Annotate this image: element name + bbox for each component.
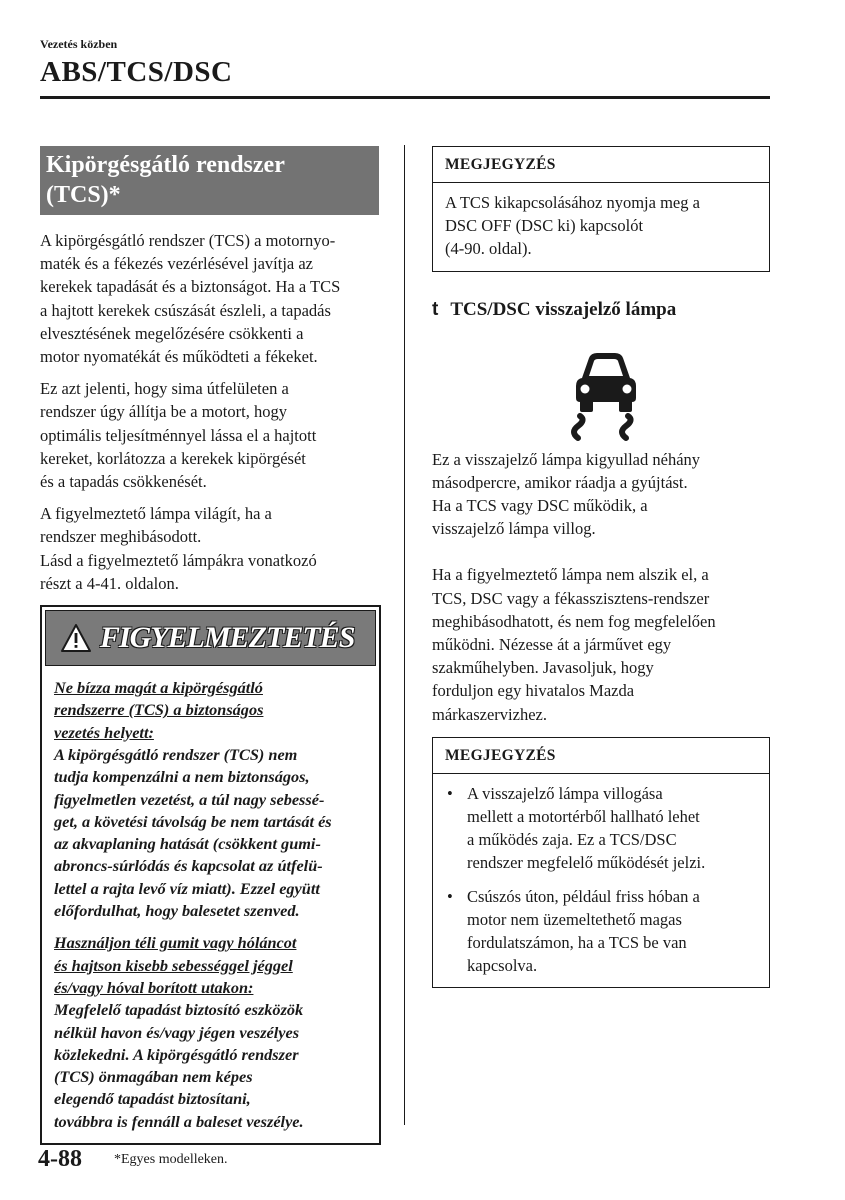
text-line: mellett a motortérből hallható lehet — [467, 807, 700, 827]
indicator-heading — [432, 298, 770, 322]
text-line: Ez a visszajelző lámpa kigyullad néhány — [432, 449, 701, 469]
text-line: kereket, korlátozza a kerekek kipörgését — [40, 448, 306, 468]
text-line: motor nem üzemeltethető magas — [467, 909, 682, 929]
text-line: A kipörgésgátló rendszer (TCS) nem — [54, 744, 298, 764]
note-body — [433, 774, 769, 988]
column-divider — [404, 145, 405, 1125]
text-line: Ha a figyelmeztető lámpa nem alszik el, a — [432, 565, 709, 585]
tcs-section-heading-line: (TCS)* — [46, 182, 121, 208]
page-title: ABS/TCS/DSC — [40, 56, 233, 88]
text-line: DSC OFF (DSC ki) kapcsolót — [445, 216, 644, 236]
text-line: optimális teljesítménnyel lássa el a hajtott — [40, 425, 317, 445]
heading-bullet: t — [432, 298, 439, 320]
left-column — [40, 146, 385, 1145]
tcs-intro-paragraph — [40, 229, 385, 368]
text-line: rendszer megfelelő működését jelzi. — [467, 853, 706, 873]
tcs-skid-car-icon — [556, 344, 656, 444]
note-title: MEGJEGYZÉS — [433, 738, 769, 774]
text-line: előfordulhat, hogy balesetet szenved. — [54, 901, 300, 921]
note-title: MEGJEGYZÉS — [433, 147, 769, 183]
note-bullet-list — [445, 782, 757, 978]
list-item — [445, 885, 757, 978]
warning-subheading — [54, 677, 369, 744]
warning-subheading — [54, 932, 369, 999]
text-line: Ha a TCS vagy DSC működik, a — [432, 496, 648, 516]
text-line: Lásd a figyelmeztető lámpákra vonatkozó — [40, 550, 317, 570]
tcs-section-heading-line: Kipörgésgátló rendszer — [46, 152, 285, 178]
right-column — [432, 146, 770, 988]
text-line: Ez azt jelenti, hogy sima útfelületen a — [40, 379, 289, 399]
text-line: kerekek tapadását és a biztonságot. Ha a TCS — [40, 277, 341, 297]
text-line: és a tapadás csökkenését. — [40, 472, 207, 492]
text-line: nélkül havon és/vagy jégen veszélyes — [54, 1022, 300, 1042]
text-line: továbbra is fennáll a baleset veszélye. — [54, 1111, 304, 1131]
text-line: rendszerre (TCS) a biztonságos — [54, 700, 264, 720]
text-line: a működés zaja. Ez a TCS/DSC — [467, 830, 677, 850]
warning-body — [42, 669, 379, 1143]
text-line: (4-90. oldal). — [445, 239, 532, 259]
text-line: motor nyomatékát és működteti a fékeket. — [40, 347, 318, 367]
running-header: Vezetés közben — [40, 37, 118, 51]
text-line: A figyelmeztető lámpa világít, ha a — [40, 504, 272, 524]
text-line: get, a követési távolság be nem tartását és — [54, 811, 332, 831]
bullet-dot: • — [447, 783, 453, 803]
text-line: másodpercre, amikor ráadja a gyújtást. — [432, 472, 688, 492]
text-line: elvesztésének megelőzésére csökkenti a — [40, 323, 304, 343]
text-line: lettel a rajta levő víz miatt). Ezzel együtt — [54, 878, 320, 898]
tcs-function-paragraph — [40, 377, 385, 493]
text-line: fordulatszámon, ha a TCS be van — [467, 933, 687, 953]
indicator-paragraph — [432, 448, 770, 541]
note-box — [432, 146, 770, 272]
warning-box — [40, 605, 381, 1145]
tcs-section-heading — [40, 146, 379, 215]
warning-header — [45, 610, 376, 666]
text-line: (TCS) önmagában nem képes — [54, 1067, 253, 1087]
bullet-dot: • — [447, 886, 453, 906]
text-line: kapcsolva. — [467, 956, 538, 976]
text-line: a hajtott kerekek csúszását észleli, a tapadás — [40, 300, 331, 320]
text-line: A visszajelző lámpa villogása — [467, 783, 663, 803]
note-body — [433, 183, 769, 271]
text-line: működni. Nézesse át a járművet egy — [432, 635, 672, 655]
text-line: és hajtson kisebb sebességgel jéggel — [54, 955, 293, 975]
indicator-heading-text: TCS/DSC visszajelző lámpa — [450, 298, 677, 320]
text-line: maték és a fékezés vezérlésével javítja az — [40, 254, 313, 274]
text-line: Ne bízza magát a kipörgésgátló — [54, 678, 263, 698]
text-line: márkaszervizhez. — [432, 704, 547, 724]
text-line: Használjon téli gumit vagy hóláncot — [54, 933, 297, 953]
warning-lamp-paragraph — [40, 502, 385, 595]
text-line: vezetés helyett: — [54, 722, 154, 742]
warning-triangle-icon — [60, 623, 92, 653]
text-line: rendszer meghibásodott. — [40, 527, 202, 547]
note-box — [432, 737, 770, 989]
text-line: rendszer úgy állítja be a motort, hogy — [40, 402, 287, 422]
warning-title: FIGYELMEZTETÉS — [100, 621, 355, 655]
text-line: az akvaplaning hatását (csökkent gumi- — [54, 834, 321, 854]
text-line: meghibásodhatott, és nem fog megfelelően — [432, 611, 716, 631]
text-line: Megfelelő tapadást biztosító eszközök — [54, 1000, 304, 1020]
text-line: visszajelző lámpa villog. — [432, 519, 596, 539]
text-line: A kipörgésgátló rendszer (TCS) a motornyo- — [40, 231, 336, 250]
text-line: szakműhelyben. Javasoljuk, hogy — [432, 658, 654, 678]
text-line: abroncs-súrlódás és kapcsolat az útfelü- — [54, 856, 323, 876]
list-item — [445, 782, 757, 875]
warning-text — [54, 999, 369, 1133]
text-line: és/vagy hóval borított utakon: — [54, 977, 254, 997]
text-line: TCS, DSC vagy a fékasszisztens-rendszer — [432, 588, 710, 608]
text-line: forduljon egy hivatalos Mazda — [432, 681, 635, 701]
warning-text — [54, 744, 369, 922]
text-line: részt a 4-41. oldalon. — [40, 573, 179, 593]
text-line: tudja kompenzálni a nem biztonságos, — [54, 767, 310, 787]
text-line: elegendő tapadást biztosítani, — [54, 1089, 251, 1109]
text-line: közlekedni. A kipörgésgátló rendszer — [54, 1044, 299, 1064]
footnote: *Egyes modelleken. — [114, 1152, 228, 1167]
text-line: A TCS kikapcsolásához nyomja meg a — [445, 193, 700, 212]
text-line: Csúszós úton, például friss hóban a — [467, 886, 700, 906]
text-line: figyelmetlen vezetést, a túl nagy sebessé- — [54, 789, 325, 809]
page-number: 4-88 — [38, 1146, 82, 1172]
title-rule — [40, 96, 770, 99]
malfunction-paragraph — [432, 563, 770, 725]
